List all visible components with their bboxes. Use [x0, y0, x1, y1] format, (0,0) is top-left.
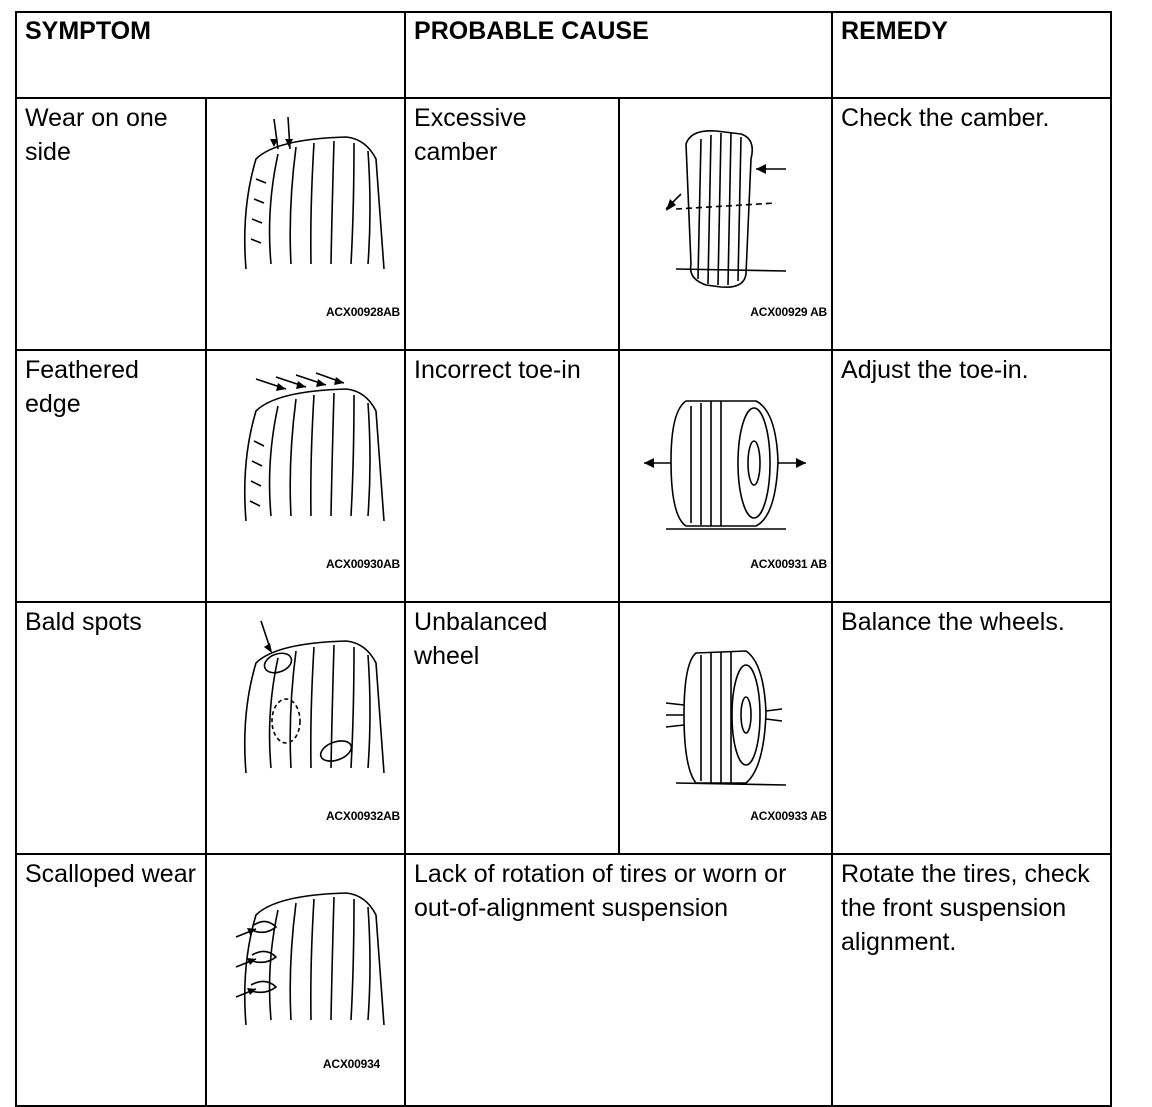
tire-feathered-edge-illustration [216, 351, 396, 531]
camber-wheel-illustration [626, 99, 826, 299]
symptom-figure-cell [206, 98, 405, 350]
tire-one-side-wear-illustration [216, 99, 396, 279]
figure-code: ACX00930AB [325, 557, 401, 571]
header-remedy: REMEDY [832, 12, 1111, 98]
remedy-text: Rotate the tires, check the front suspension alignment. [841, 860, 1090, 956]
tire-scalloped-wear-illustration [216, 855, 396, 1045]
figure-code: ACX00929 AB [750, 305, 828, 319]
symptom-figure-cell [206, 602, 405, 854]
symptom-cell [16, 350, 206, 602]
tire-bald-spots-illustration [216, 603, 396, 783]
remedy-cell [832, 854, 1111, 1106]
remedy-cell [832, 602, 1111, 854]
symptom-text: Wear on one side [25, 104, 168, 166]
symptom-figure-cell [206, 854, 405, 1106]
cause-text: Unbalanced wheel [414, 608, 548, 670]
symptom-figure-cell [206, 350, 405, 602]
figure-code: ACX00928AB [325, 305, 401, 319]
figure-code: ACX00932AB [325, 809, 401, 823]
symptom-cell [16, 602, 206, 854]
tire-wear-table [15, 11, 1112, 1107]
symptom-text: Scalloped wear [25, 860, 196, 888]
cause-text: Excessive camber [414, 104, 527, 166]
header-symptom: SYMPTOM [16, 12, 405, 98]
symptom-cell [16, 98, 206, 350]
figure-code: ACX00933 AB [750, 809, 828, 823]
cause-cell [405, 854, 832, 1106]
cause-cell [405, 350, 619, 602]
remedy-text: Balance the wheels. [841, 608, 1065, 636]
remedy-cell [832, 98, 1111, 350]
toe-in-wheel-illustration [626, 351, 826, 551]
cause-cell [405, 98, 619, 350]
cause-figure-cell [619, 98, 832, 350]
cause-figure-cell [619, 350, 832, 602]
symptom-text: Feathered edge [25, 356, 139, 418]
figure-code: ACX00934 [322, 1057, 381, 1071]
header-probable-cause: PROBABLE CAUSE [405, 12, 832, 98]
symptom-text: Bald spots [25, 608, 142, 636]
table-row [16, 602, 1111, 854]
cause-figure-cell [619, 602, 832, 854]
table-row [16, 98, 1111, 350]
remedy-text: Adjust the toe-in. [841, 356, 1029, 384]
cause-text: Incorrect toe-in [414, 356, 581, 384]
symptom-cell [16, 854, 206, 1106]
table-row [16, 854, 1111, 1106]
unbalanced-wheel-illustration [626, 603, 826, 803]
remedy-cell [832, 350, 1111, 602]
header-row [16, 12, 1111, 98]
cause-text: Lack of rotation of tires or worn or out-of-alignment suspension [414, 860, 787, 922]
figure-code: ACX00931 AB [750, 557, 828, 571]
remedy-text: Check the camber. [841, 104, 1050, 132]
table-row [16, 350, 1111, 602]
cause-cell [405, 602, 619, 854]
